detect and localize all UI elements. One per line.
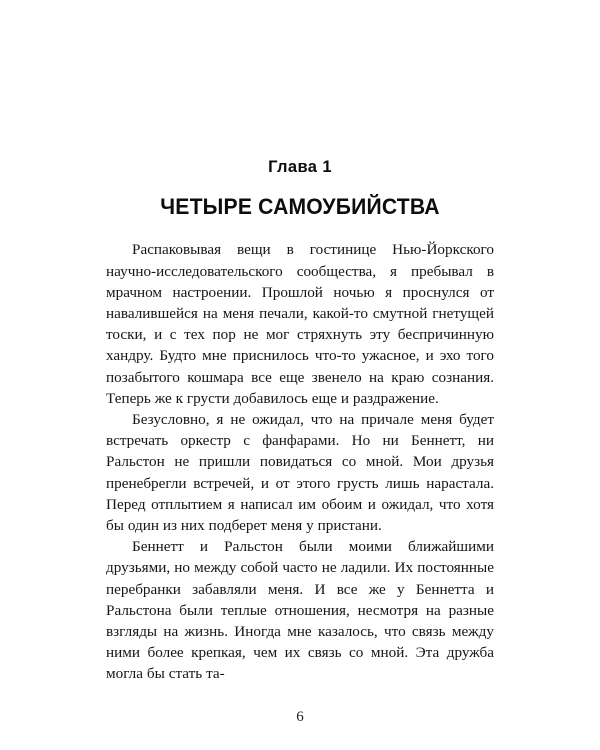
paragraph: Безусловно, я не ожидал, что на причале меня будет встречать оркестр с фанфарами. Но ни Беннетт, ни Ральстон не пришли повидаться со мной. Мои друзья пренебрегли встречей, и от этого грусть лишь нарастала. Перед отплытием я написал им обоим и ожидал, что хотя бы один из них подберет меня у пристани. — [106, 410, 494, 534]
body-text — [106, 239, 494, 684]
text-column — [106, 150, 494, 685]
paragraph: Беннетт и Ральстон были моими ближайшими друзьями, но между собой часто не ладили. Их постоянные перебранки забавляли меня. И все же у Беннетта и Ральстона были теплые отношения, несмотря на разные взгляды на жизнь. Иногда мне казалось, что связь между ними более крепкая, чем их связь со мной. Эта дружба могла бы стать та- — [106, 538, 494, 683]
paragraph: Распаковывая вещи в гостинице Нью-Йоркского научно-исследовательского сообщества, я пребывал в мрачном настроении. Прошлой ночью я проснулся от навалившейся на меня печали, какой-то смутной гнетущей тоски, и с тех пор не мог стряхнуть эту беспричинную хандру. Будто мне приснилось что-то ужасное, и эхо того позабытого кошмара все еще звенело на краю сознания. Теперь же к грусти добавилось еще и раздражение. — [106, 241, 494, 407]
chapter-label: Глава 1 — [268, 158, 332, 176]
chapter-title: ЧЕТЫРЕ САМОУБИЙСТВА — [160, 194, 440, 220]
page-number: 6 — [296, 709, 304, 725]
